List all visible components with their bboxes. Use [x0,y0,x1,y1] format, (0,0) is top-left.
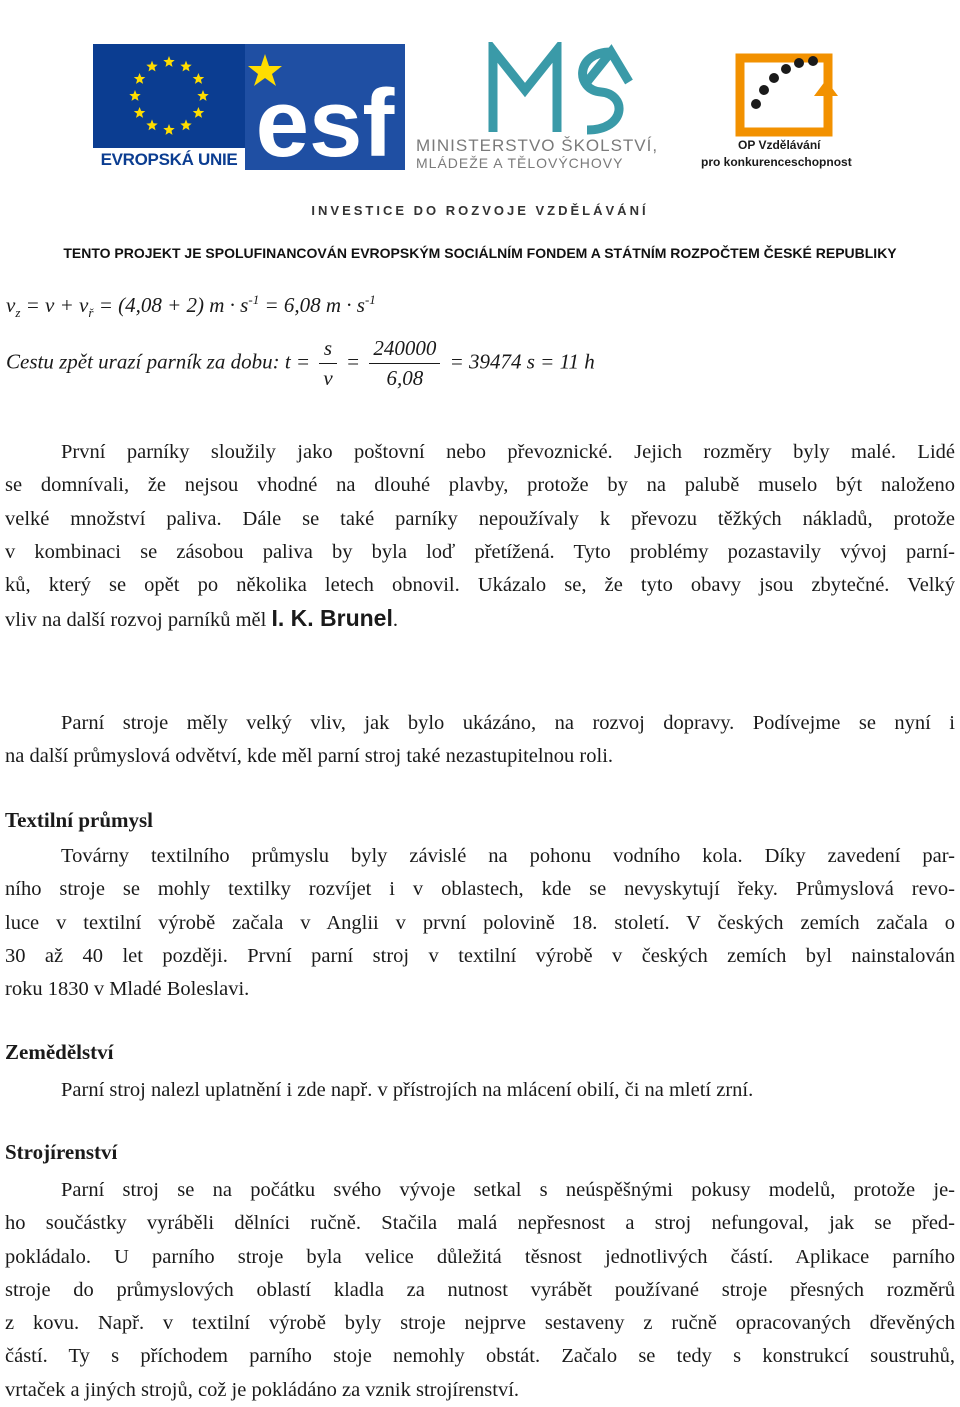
esf-logo [245,44,405,170]
heading-textilni-prumysl: Textilní průmysl [5,808,154,832]
investice-banner: INVESTICE DO ROZVOJE VZDĚLÁVÁNÍ [311,203,649,218]
eu-logo-caption: EVROPSKÁ UNIE [100,150,238,169]
velocity-formula: $v_z = v + v_ř = (4,08 + 2) m \cdot s^{-1} = 6,08$ $m \cdot s^{-1}$ [6,292,376,321]
op-caption-line-1: OP Vzdělávání [738,138,821,152]
op-caption-line-2: pro konkurenceschopnost [701,155,852,169]
paragraph-strojirenstvi: Parní stroj se na počátku svého vývoje setkal s neúspěšnými pokusy modelů, protože je- ho součástky vyráběli dělníci ručně. Stačila malá nepřesnost a stroj nefungoval, jak se před- pokládalo. U parního stroje byla velice důležitá těsnost jednotlivých částí. Aplikace parního stroje do průmyslových oblastí kladla za nutnost vyrábět používané stroje přesných rozměrů z kovu. Např. v textilní výrobě byly stroje nejprve sestaveny z ručně opracovaných dřevěných částí. Ty s příchodem parního stoje nemohly obstát. Začalo se tedy s konstrukcí soustruhů, vrtaček a jiných strojů, což je pokládáno za vznik strojírenství. [5,1179,955,1401]
page-header [0,0,960,280]
time-formula: Cestu zpět urazí parník za dobu: t = $\frac{s}{v}$ = $\frac{240000}{6,08}$ = 39474 s = 11 h [6,336,595,390]
paragraph-zemedelstvi: Parní stroj nalezl uplatnění i zde např. v přístrojích na mlácení obilí, či na mletí zrní. [61,1079,754,1101]
msmt-caption-line-2: MLÁDEŽE A TĚLOVÝCHOVY [416,155,624,171]
paragraph-textilni-prumysl: Továrny textilního průmyslu byly závislé na pohonu vodního kola. Díky zavedení par- ního stroje se mohly textilky rozvíjet i v oblastech, kde se nevyskytují řeky. Průmyslová revo- luce v textilní výrobě začala v Anglii v první polovině 18. století. V českých zemích začala o 30 až 40 let později. První parní stroj v textilní výrobě v českých zemích byl nainstalován roku 1830 v Mladé Boleslavi. [5,845,955,1001]
brunel-name: I. K. Brunel [271,605,393,632]
esf-logo-text: esf [255,70,395,170]
fraction-values: $\frac{240000}{6,08}$ [369,336,440,391]
heading-zemedelstvi: Zemědělství [5,1040,114,1064]
heading-strojirenstvi: Strojírenství [5,1140,118,1164]
paragraph-prumysl-intro: Parní stroje měly velký vliv, jak bylo ukázáno, na rozvoj dopravy. Podívejme se nyní i na další průmyslová odvětví, kde měl parní stroj také nezastupitelnou roli. [5,712,955,768]
paragraph-parniky: První parníky sloužily jako poštovní nebo převoznické. Jejich rozměry byly malé. Lidé se domnívali, že nejsou vhodné na dlouhé plavby, protože by na palubě muselo být naloženo velké množství paliva. Dále se také parníky nepoužívaly k převozu těžkých nákladů, protože v kombinaci se zásobou paliva by byla loď přetížená. Tyto problémy pozastavily vývoj parní- ků, který se opět po několika letech obnovil. Ukázalo se, že tyto obavy jsou zbytečné. Velký vliv na další rozvoj parníků měl I. K. Brunel. [5,441,955,632]
fraction-s-over-v: $\frac{s}{v}$ [319,336,336,391]
project-funding-line: TENTO PROJEKT JE SPOLUFINANCOVÁN EVROPSKÝM SOCIÁLNÍM FONDEM A STÁTNÍM ROZPOČTEM ČESKÉ REPUBLIKY [63,245,897,261]
msmt-caption-line-1: MINISTERSTVO ŠKOLSTVÍ, [416,136,659,155]
op-years-label: 2007-13 [824,96,834,130]
